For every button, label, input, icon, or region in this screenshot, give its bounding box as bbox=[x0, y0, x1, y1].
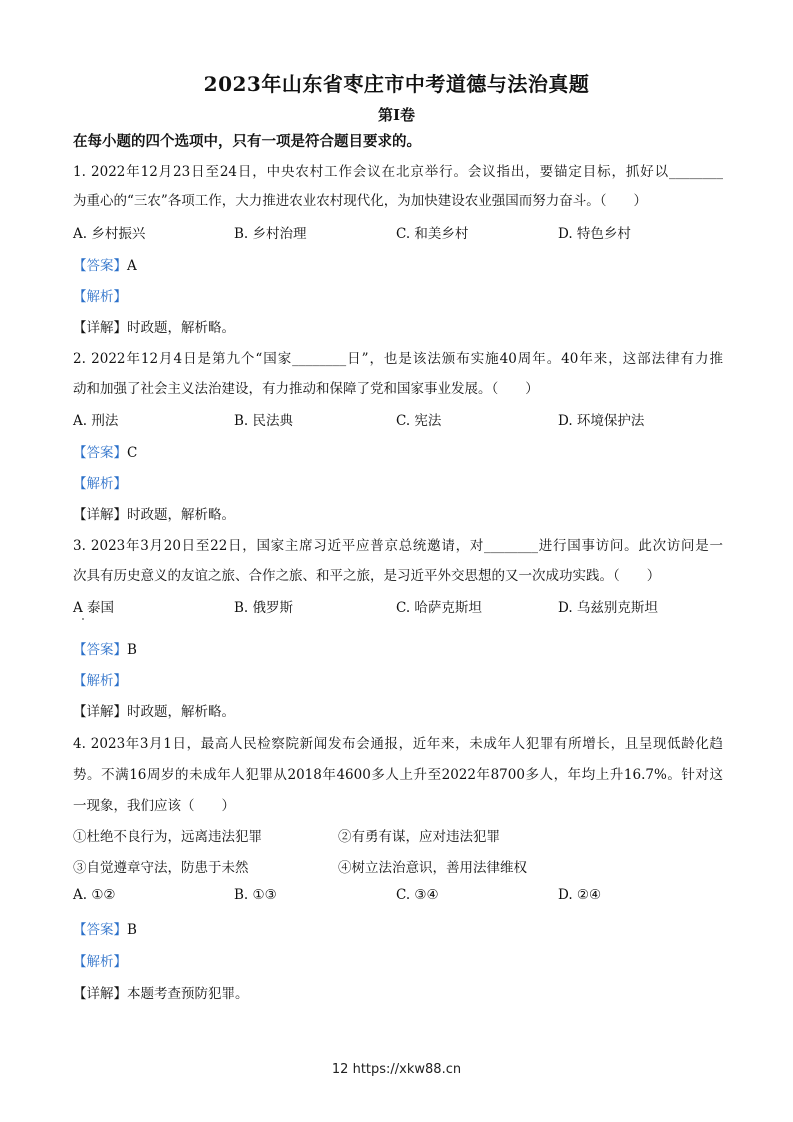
question-3-line-2: 次具有历史意义的友谊之旅、合作之旅、和平之旅，是习近平外交思想的又一次成功实践。（ ） bbox=[73, 568, 661, 584]
question-2-answer bbox=[73, 441, 723, 461]
page-title: 2023年山东省枣庄市中考道德与法治真题 bbox=[203, 72, 590, 96]
instruction-text: 在每小题的四个选项中，只有一项是符合题目要求的。 bbox=[73, 133, 421, 150]
answer-value: A bbox=[127, 258, 137, 274]
question-2-option-c: C. 宪法 bbox=[396, 413, 442, 429]
analysis-label: 【解析】 bbox=[73, 289, 127, 305]
question-4-line-2: 势。不满16周岁的未成年人犯罪从2018年4600多人上升至2022年8700多人，年均上升16.7%。针对这 bbox=[73, 767, 723, 783]
answer-label: 【答案】 bbox=[73, 922, 127, 938]
question-4-statement-1: ①杜绝不良行为，远离违法犯罪 bbox=[73, 829, 262, 845]
question-1-option-a: A. 乡村振兴 bbox=[73, 226, 146, 242]
analysis-label: 【解析】 bbox=[73, 954, 127, 970]
analysis-label: 【解析】 bbox=[73, 673, 127, 689]
question-4-option-c: C. ③④ bbox=[396, 887, 439, 903]
question-3-detail bbox=[73, 700, 723, 720]
question-3-option-b: B. 俄罗斯 bbox=[234, 600, 294, 616]
question-4-line-1: 4. 2023年3月1日，最高人民检察院新闻发布会通报，近年来，未成年人犯罪有所增长，且呈现低龄化趋 bbox=[73, 736, 723, 752]
question-1-answer bbox=[73, 254, 723, 274]
question-3-answer bbox=[73, 638, 723, 658]
answer-label: 【答案】 bbox=[73, 642, 127, 658]
detail-text: 时政题，解析略。 bbox=[127, 320, 235, 336]
question-1-analysis bbox=[73, 285, 723, 305]
detail-label: 【详解】 bbox=[73, 507, 127, 523]
question-4-option-a: A. ①② bbox=[73, 887, 116, 903]
question-4-option-d: D. ②④ bbox=[558, 887, 602, 903]
question-4-option-b: B. ①③ bbox=[234, 887, 277, 903]
question-1-option-d: D. 特色乡村 bbox=[558, 226, 631, 242]
answer-value: B bbox=[127, 922, 137, 938]
question-2-option-d: D. 环境保护法 bbox=[558, 413, 645, 429]
analysis-label: 【解析】 bbox=[73, 476, 127, 492]
question-4-line-3: 一现象，我们应该（ ） bbox=[73, 798, 235, 814]
detail-text: 时政题，解析略。 bbox=[127, 507, 235, 523]
question-2-line-1: 2. 2022年12月4日是第九个“国家________日”，也是该法颁布实施40周年。40年来，这部法律有力推 bbox=[73, 351, 723, 367]
question-4-statement-3: ③自觉遵章守法，防患于未然 bbox=[73, 860, 249, 876]
answer-label: 【答案】 bbox=[73, 445, 127, 461]
question-4-statement-2: ②有勇有谋，应对违法犯罪 bbox=[338, 829, 500, 845]
question-3-analysis bbox=[73, 669, 723, 689]
question-3-line-1: 3. 2023年3月20日至22日，国家主席习近平应普京总统邀请，对________进行国事访问。此次访问是一 bbox=[73, 538, 723, 554]
question-3-option-a: A 泰国 bbox=[73, 600, 115, 616]
volume-heading: 第Ⅰ卷 bbox=[377, 106, 416, 124]
question-2-detail bbox=[73, 503, 723, 523]
question-3-option-c: C. 哈萨克斯坦 bbox=[396, 600, 482, 616]
page-footer: 12 https://xkw88.cn bbox=[331, 1062, 462, 1077]
question-1-line-2: 为重心的“三农”各项工作，大力推进农业农村现代化，为加快建设农业强国而努力奋斗。（ ） bbox=[73, 193, 648, 209]
question-4-answer bbox=[73, 918, 723, 938]
answer-value: B bbox=[127, 642, 137, 658]
question-3-option-d: D. 乌兹别克斯坦 bbox=[558, 600, 658, 616]
stray-mark bbox=[82, 618, 84, 620]
question-4-statement-4: ④树立法治意识，善用法律维权 bbox=[338, 860, 527, 876]
question-1-detail bbox=[73, 316, 723, 336]
question-4-analysis bbox=[73, 950, 723, 970]
detail-label: 【详解】 bbox=[73, 320, 127, 336]
question-1-option-c: C. 和美乡村 bbox=[396, 226, 469, 242]
question-4-detail bbox=[73, 982, 723, 1002]
question-1-line-1: 1. 2022年12月23日至24日，中央农村工作会议在北京举行。会议指出，要锚定目标，抓好以________ bbox=[73, 164, 723, 180]
question-2-option-b: B. 民法典 bbox=[234, 413, 294, 429]
answer-label: 【答案】 bbox=[73, 258, 127, 274]
answer-value: C bbox=[127, 445, 138, 461]
question-1-option-b: B. 乡村治理 bbox=[234, 226, 307, 242]
detail-label: 【详解】 bbox=[73, 986, 127, 1002]
detail-text: 时政题，解析略。 bbox=[127, 704, 235, 720]
question-2-analysis bbox=[73, 472, 723, 492]
question-2-line-2: 动和加强了社会主义法治建设，有力推动和保障了党和国家事业发展。（ ） bbox=[73, 381, 539, 397]
detail-text: 本题考查预防犯罪。 bbox=[127, 986, 249, 1002]
question-2-option-a: A. 刑法 bbox=[73, 413, 119, 429]
detail-label: 【详解】 bbox=[73, 704, 127, 720]
